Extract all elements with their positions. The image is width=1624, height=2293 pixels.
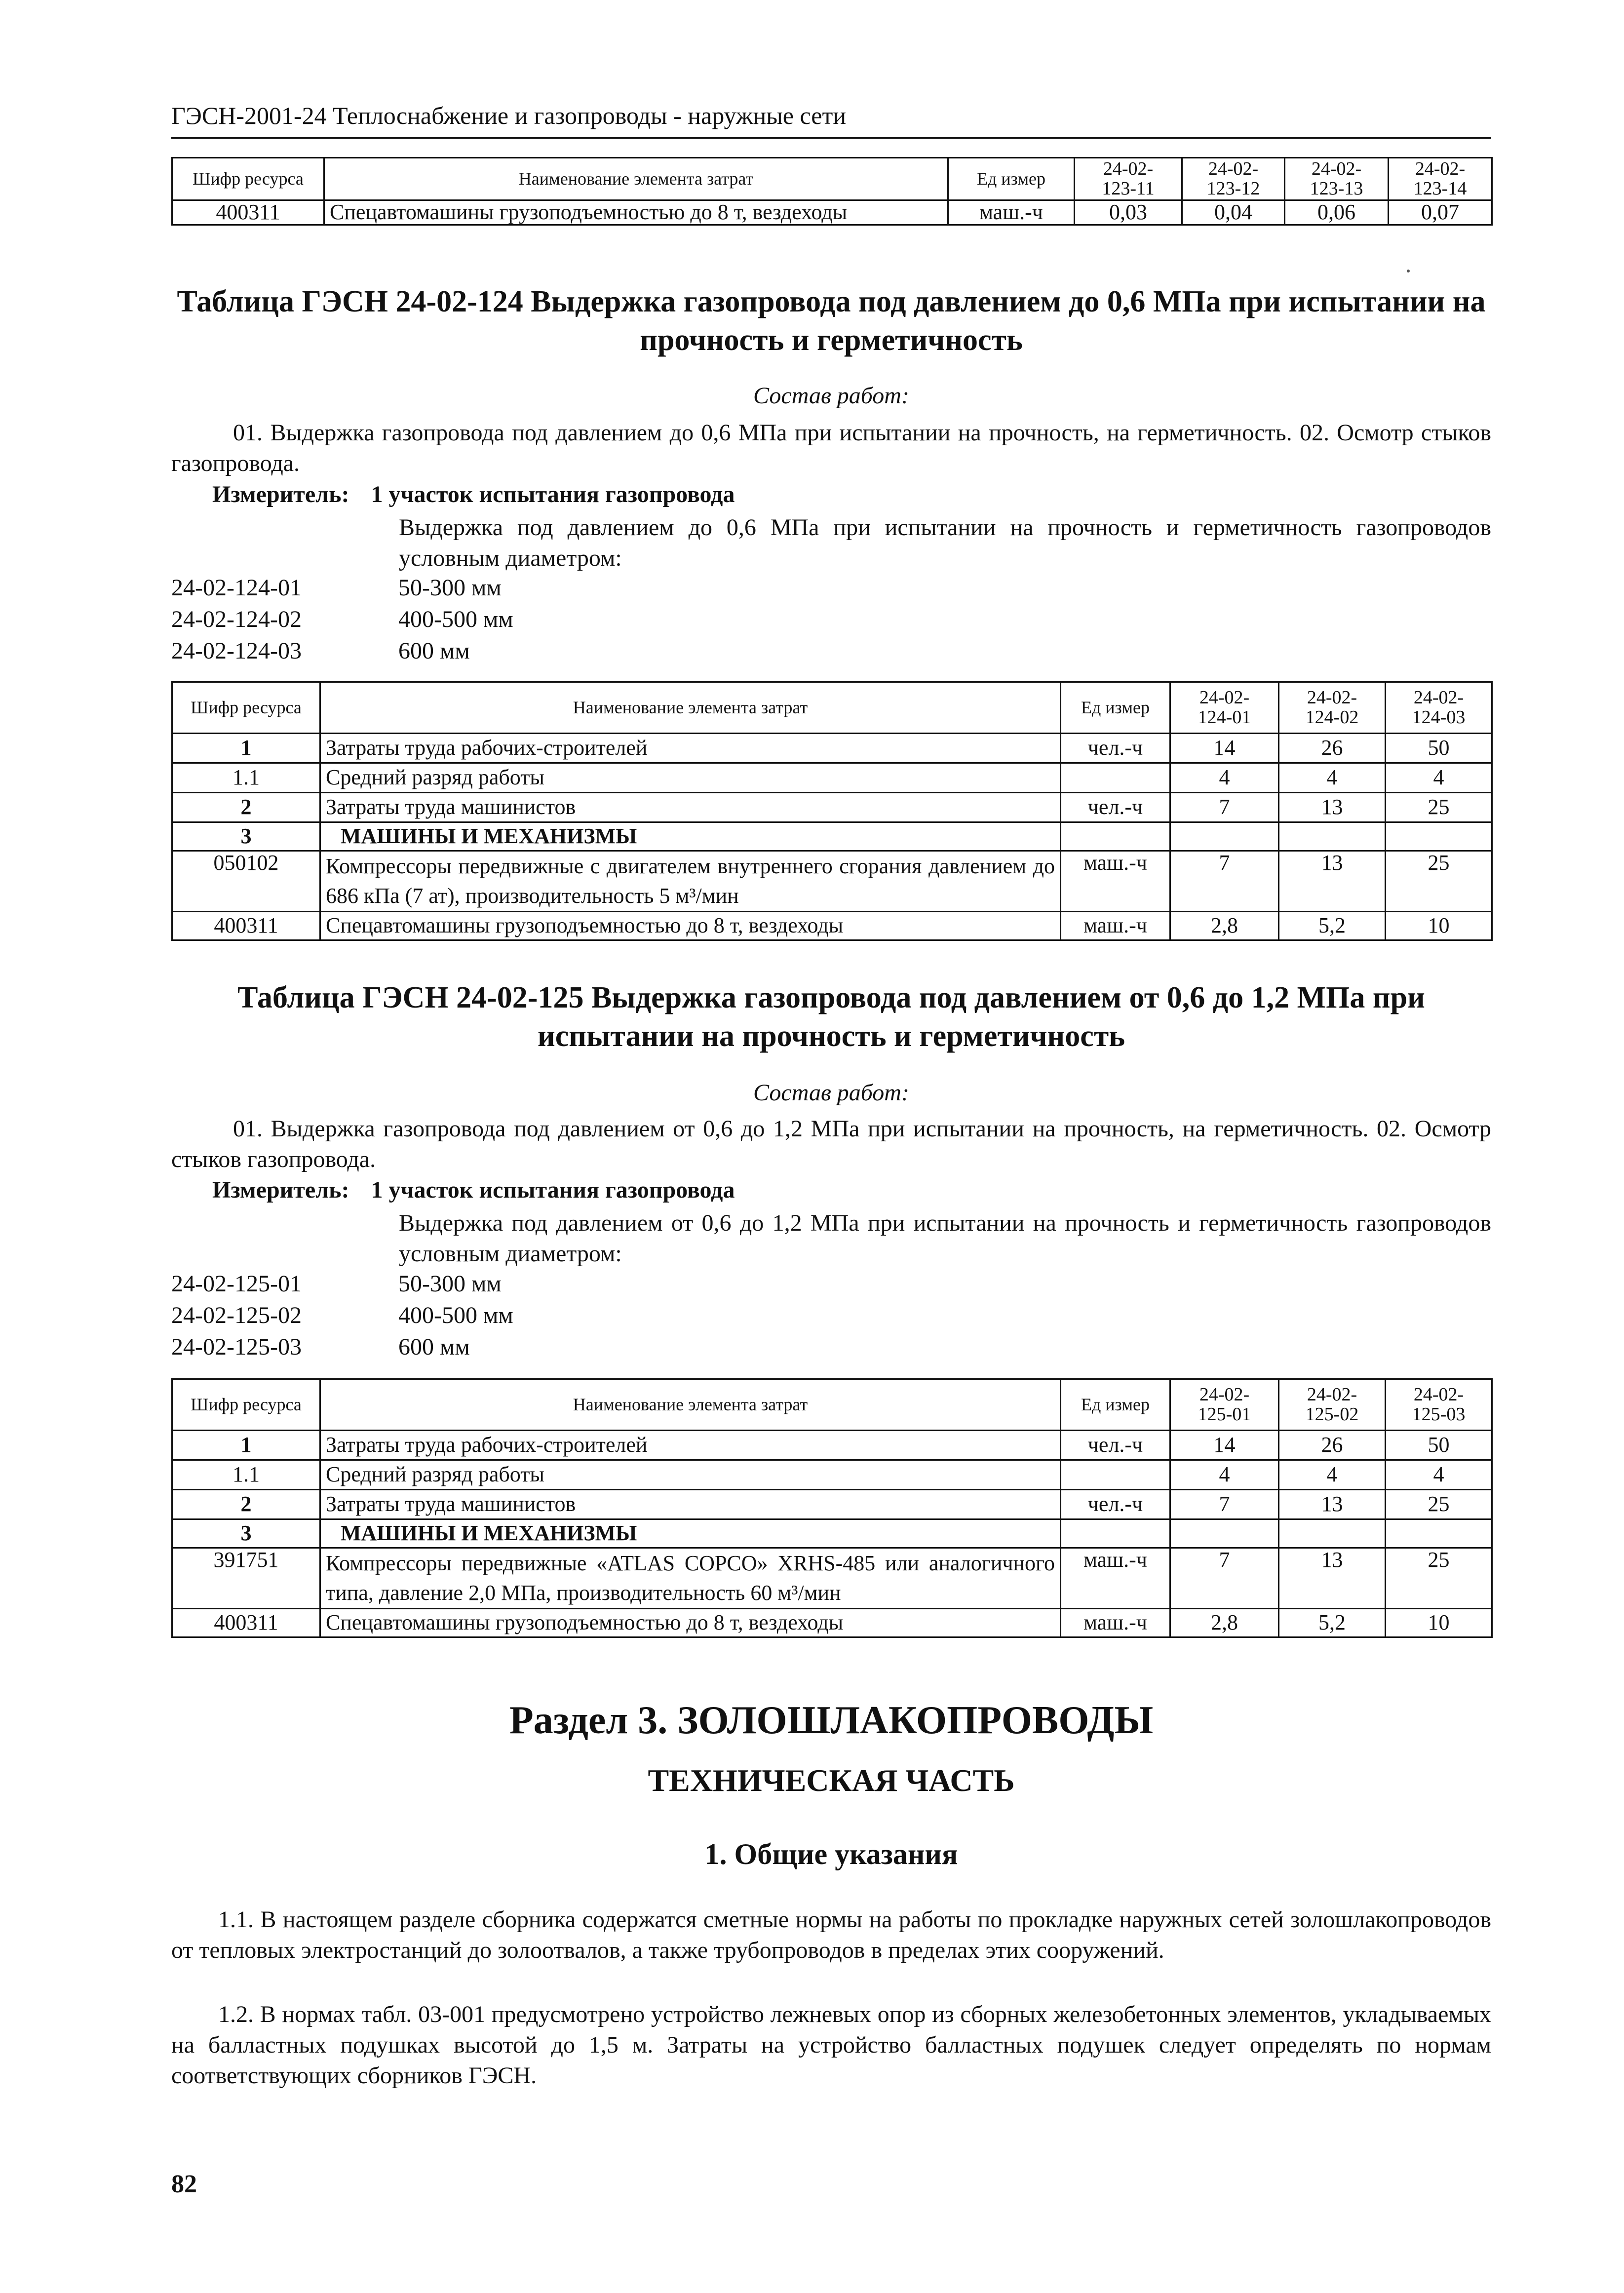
table-row bbox=[172, 763, 1492, 793]
resource-code: 391751 bbox=[172, 1548, 320, 1609]
norm-value: 14 bbox=[1170, 734, 1279, 763]
norm-value: 5,2 bbox=[1279, 1609, 1386, 1637]
table-row-heading bbox=[172, 822, 1492, 851]
header-col: 24-02- 123-12 bbox=[1182, 158, 1285, 200]
resource-unit: маш.-ч bbox=[948, 200, 1075, 225]
header-col: 24-02- 123-11 bbox=[1075, 158, 1182, 200]
resource-code: 2 bbox=[172, 793, 320, 822]
resource-code: 050102 bbox=[172, 851, 320, 912]
resource-unit: чел.-ч bbox=[1061, 1431, 1170, 1460]
norm-code: 24-02-125-02 bbox=[171, 1302, 302, 1328]
resource-unit bbox=[1061, 763, 1170, 793]
norm-code: 24-02-125-01 bbox=[171, 1271, 302, 1297]
code-line bbox=[171, 574, 502, 601]
header-col: 24-02- 124-02 bbox=[1279, 682, 1386, 734]
norm-value: 13 bbox=[1279, 793, 1386, 822]
norm-code: 24-02-124-01 bbox=[171, 575, 302, 601]
table-row bbox=[172, 1490, 1492, 1519]
resource-name: Спецавтомашины грузоподъемностью до 8 т, вездеходы bbox=[324, 200, 948, 225]
resource-name: Затраты труда рабочих-строителей bbox=[320, 1431, 1061, 1460]
resource-unit: маш.-ч bbox=[1061, 912, 1170, 940]
norm-value bbox=[1170, 1519, 1279, 1548]
table-row-heading bbox=[172, 1519, 1492, 1548]
resource-unit: чел.-ч bbox=[1061, 1490, 1170, 1519]
resource-code: 3 bbox=[172, 822, 320, 851]
top-cost-table bbox=[171, 157, 1493, 226]
measure-label: Измеритель: bbox=[212, 481, 349, 507]
norm-value: 2,8 bbox=[1170, 1609, 1279, 1637]
resource-name: Компрессоры передвижные «ATLAS COPCO» XRHS-485 или аналогичного типа, давление 2,0 МПа, производительность 60 м³/мин bbox=[320, 1548, 1061, 1609]
norm-value: 10 bbox=[1386, 1609, 1492, 1637]
norm-value: 0,07 bbox=[1389, 200, 1492, 225]
norm-value: 4 bbox=[1386, 763, 1492, 793]
norm-value: 10 bbox=[1386, 912, 1492, 940]
resource-unit bbox=[1061, 822, 1170, 851]
resource-name: Затраты труда машинистов bbox=[320, 1490, 1061, 1519]
header-code: Шифр ресурса bbox=[172, 1379, 320, 1431]
norm-value: 14 bbox=[1170, 1431, 1279, 1460]
table-124-sostav-text: 01. Выдержка газопровода под давлением до 0,6 МПа при испытании на прочность, на герметичность. 02. Осмотр стыков газопровода. bbox=[171, 420, 1491, 476]
resource-name: МАШИНЫ И МЕХАНИЗМЫ bbox=[320, 1519, 1061, 1548]
section-paragraph: 1.2. В нормах табл. 03-001 предусмотрено устройство лежневых опор из сборных железобетонных элементов, укладываемых на балластных подушках высотой до 1,5 м. Затраты на устройство балластных подушек следует определять по нормам соответствующих сборников ГЭСН. bbox=[171, 2001, 1491, 2089]
table-125-desc: Выдержка под давлением от 0,6 до 1,2 МПа при испытании на прочность и герметичность газопроводов условным диаметром: bbox=[399, 1210, 1491, 1267]
table-124-measure bbox=[212, 481, 735, 508]
measure-label: Измеритель: bbox=[212, 1177, 349, 1203]
norm-value: 0,03 bbox=[1075, 200, 1182, 225]
resource-name: Средний разряд работы bbox=[320, 1460, 1061, 1490]
code-line bbox=[171, 606, 513, 633]
norm-value: 25 bbox=[1386, 1490, 1492, 1519]
table-row bbox=[172, 1548, 1492, 1609]
norm-value: 50 bbox=[1386, 1431, 1492, 1460]
resource-code: 400311 bbox=[172, 912, 320, 940]
header-col: 24-02- 125-01 bbox=[1170, 1379, 1279, 1431]
header-col: 24-02- 124-03 bbox=[1386, 682, 1492, 734]
resource-code: 2 bbox=[172, 1490, 320, 1519]
resource-unit bbox=[1061, 1460, 1170, 1490]
norm-value: 26 bbox=[1279, 1431, 1386, 1460]
resource-unit: маш.-ч bbox=[1061, 851, 1170, 912]
section-heading: 1. Общие указания bbox=[704, 1838, 958, 1870]
table-row bbox=[172, 912, 1492, 940]
norm-code: 24-02-125-03 bbox=[171, 1334, 302, 1360]
scan-speck bbox=[1407, 270, 1410, 272]
page-number: 82 bbox=[171, 2170, 197, 2198]
resource-unit: чел.-ч bbox=[1061, 734, 1170, 763]
table-124-desc: Выдержка под давлением до 0,6 МПа при испытании на прочность и герметичность газопроводов условным диаметром: bbox=[399, 514, 1491, 571]
code-line bbox=[171, 1270, 502, 1297]
norm-value: 13 bbox=[1279, 1490, 1386, 1519]
header-code: Шифр ресурса bbox=[172, 158, 324, 200]
header-unit: Ед измер bbox=[1061, 682, 1170, 734]
norm-value: 0,06 bbox=[1285, 200, 1389, 225]
norm-value: 26 bbox=[1279, 734, 1386, 763]
norm-value bbox=[1279, 822, 1386, 851]
table-row bbox=[172, 851, 1492, 912]
resource-unit: маш.-ч bbox=[1061, 1548, 1170, 1609]
section-subtitle: ТЕХНИЧЕСКАЯ ЧАСТЬ bbox=[648, 1763, 1015, 1798]
measure-value: 1 участок испытания газопровода bbox=[371, 1177, 735, 1203]
norm-diameter: 600 мм bbox=[398, 638, 470, 664]
norm-value: 4 bbox=[1170, 1460, 1279, 1490]
resource-name: Затраты труда машинистов bbox=[320, 793, 1061, 822]
table-row bbox=[172, 734, 1492, 763]
table-row bbox=[172, 793, 1492, 822]
resource-name: Компрессоры передвижные с двигателем внутреннего сгорания давлением до 686 кПа (7 ат), производительность 5 м³/мин bbox=[320, 851, 1061, 912]
norm-value: 13 bbox=[1279, 851, 1386, 912]
table-125-cost-table bbox=[171, 1378, 1493, 1638]
norm-value: 4 bbox=[1386, 1460, 1492, 1490]
norm-code: 24-02-124-03 bbox=[171, 638, 302, 664]
header-col: 24-02- 123-14 bbox=[1389, 158, 1492, 200]
norm-value bbox=[1170, 822, 1279, 851]
header-name: Наименование элемента затрат bbox=[324, 158, 948, 200]
resource-code: 400311 bbox=[172, 200, 324, 225]
resource-name: МАШИНЫ И МЕХАНИЗМЫ bbox=[320, 822, 1061, 851]
resource-name: Затраты труда рабочих-строителей bbox=[320, 734, 1061, 763]
header-col: 24-02- 125-03 bbox=[1386, 1379, 1492, 1431]
table-125-sostav-text: 01. Выдержка газопровода под давлением от 0,6 до 1,2 МПа при испытании на прочность, на герметичность. 02. Осмотр стыков газопровода. bbox=[171, 1116, 1491, 1172]
resource-code: 3 bbox=[172, 1519, 320, 1548]
norm-value bbox=[1279, 1519, 1386, 1548]
resource-unit bbox=[1061, 1519, 1170, 1548]
norm-value: 7 bbox=[1170, 1490, 1279, 1519]
norm-value bbox=[1386, 1519, 1492, 1548]
header-unit: Ед измер bbox=[948, 158, 1075, 200]
norm-value: 5,2 bbox=[1279, 912, 1386, 940]
norm-diameter: 400-500 мм bbox=[398, 1302, 513, 1328]
table-row bbox=[172, 1460, 1492, 1490]
resource-code: 1.1 bbox=[172, 1460, 320, 1490]
resource-code: 1 bbox=[172, 1431, 320, 1460]
norm-diameter: 50-300 мм bbox=[398, 575, 502, 601]
resource-code: 400311 bbox=[172, 1609, 320, 1637]
code-line bbox=[171, 637, 470, 664]
header-col: 24-02- 123-13 bbox=[1285, 158, 1389, 200]
code-line bbox=[171, 1302, 513, 1329]
resource-name: Спецавтомашины грузоподъемностью до 8 т, вездеходы bbox=[320, 1609, 1061, 1637]
norm-diameter: 400-500 мм bbox=[398, 606, 513, 632]
norm-code: 24-02-124-02 bbox=[171, 606, 302, 632]
norm-value: 25 bbox=[1386, 851, 1492, 912]
norm-value: 4 bbox=[1170, 763, 1279, 793]
table-125-measure bbox=[212, 1176, 735, 1204]
header-rule bbox=[171, 137, 1491, 139]
header-col: 24-02- 125-02 bbox=[1279, 1379, 1386, 1431]
table-row bbox=[172, 200, 1492, 225]
norm-value: 25 bbox=[1386, 1548, 1492, 1609]
section-paragraph: 1.1. В настоящем разделе сборника содержатся сметные нормы на работы по прокладке наружных сетей золошлакопроводов от тепловых электростанций до золоотвалов, а также трубопроводов в пределах этих сооружений. bbox=[171, 1906, 1491, 1963]
resource-unit: чел.-ч bbox=[1061, 793, 1170, 822]
resource-code: 1 bbox=[172, 734, 320, 763]
header-col: 24-02- 124-01 bbox=[1170, 682, 1279, 734]
table-row bbox=[172, 1609, 1492, 1637]
resource-name: Средний разряд работы bbox=[320, 763, 1061, 793]
header-code: Шифр ресурса bbox=[172, 682, 320, 734]
norm-value: 4 bbox=[1279, 1460, 1386, 1490]
norm-value: 0,04 bbox=[1182, 200, 1285, 225]
table-124-cost-table bbox=[171, 681, 1493, 941]
table-125-title: Таблица ГЭСН 24-02-125 Выдержка газопровода под давлением от 0,6 до 1,2 МПа при испытании на прочность и герметичность bbox=[237, 981, 1425, 1053]
header-name: Наименование элемента затрат bbox=[320, 682, 1061, 734]
norm-value: 7 bbox=[1170, 1548, 1279, 1609]
running-header: ГЭСН-2001-24 Теплоснабжение и газопроводы - наружные сети bbox=[171, 102, 847, 129]
table-125-sostav-label: Состав работ: bbox=[753, 1080, 909, 1106]
norm-value: 7 bbox=[1170, 851, 1279, 912]
table-124-sostav-label: Состав работ: bbox=[753, 383, 909, 409]
norm-value bbox=[1386, 822, 1492, 851]
norm-value: 4 bbox=[1279, 763, 1386, 793]
measure-value: 1 участок испытания газопровода bbox=[371, 481, 735, 507]
norm-value: 13 bbox=[1279, 1548, 1386, 1609]
norm-value: 2,8 bbox=[1170, 912, 1279, 940]
norm-value: 50 bbox=[1386, 734, 1492, 763]
header-name: Наименование элемента затрат bbox=[320, 1379, 1061, 1431]
code-line bbox=[171, 1333, 470, 1360]
resource-code: 1.1 bbox=[172, 763, 320, 793]
header-unit: Ед измер bbox=[1061, 1379, 1170, 1431]
norm-diameter: 50-300 мм bbox=[398, 1271, 502, 1297]
section-title: Раздел 3. ЗОЛОШЛАКОПРОВОДЫ bbox=[509, 1699, 1154, 1742]
resource-name: Спецавтомашины грузоподъемностью до 8 т, вездеходы bbox=[320, 912, 1061, 940]
table-row bbox=[172, 1431, 1492, 1460]
norm-diameter: 600 мм bbox=[398, 1334, 470, 1360]
resource-unit: маш.-ч bbox=[1061, 1609, 1170, 1637]
norm-value: 25 bbox=[1386, 793, 1492, 822]
table-124-title: Таблица ГЭСН 24-02-124 Выдержка газопровода под давлением до 0,6 МПа при испытании на прочность и герметичность bbox=[177, 285, 1486, 357]
norm-value: 7 bbox=[1170, 793, 1279, 822]
